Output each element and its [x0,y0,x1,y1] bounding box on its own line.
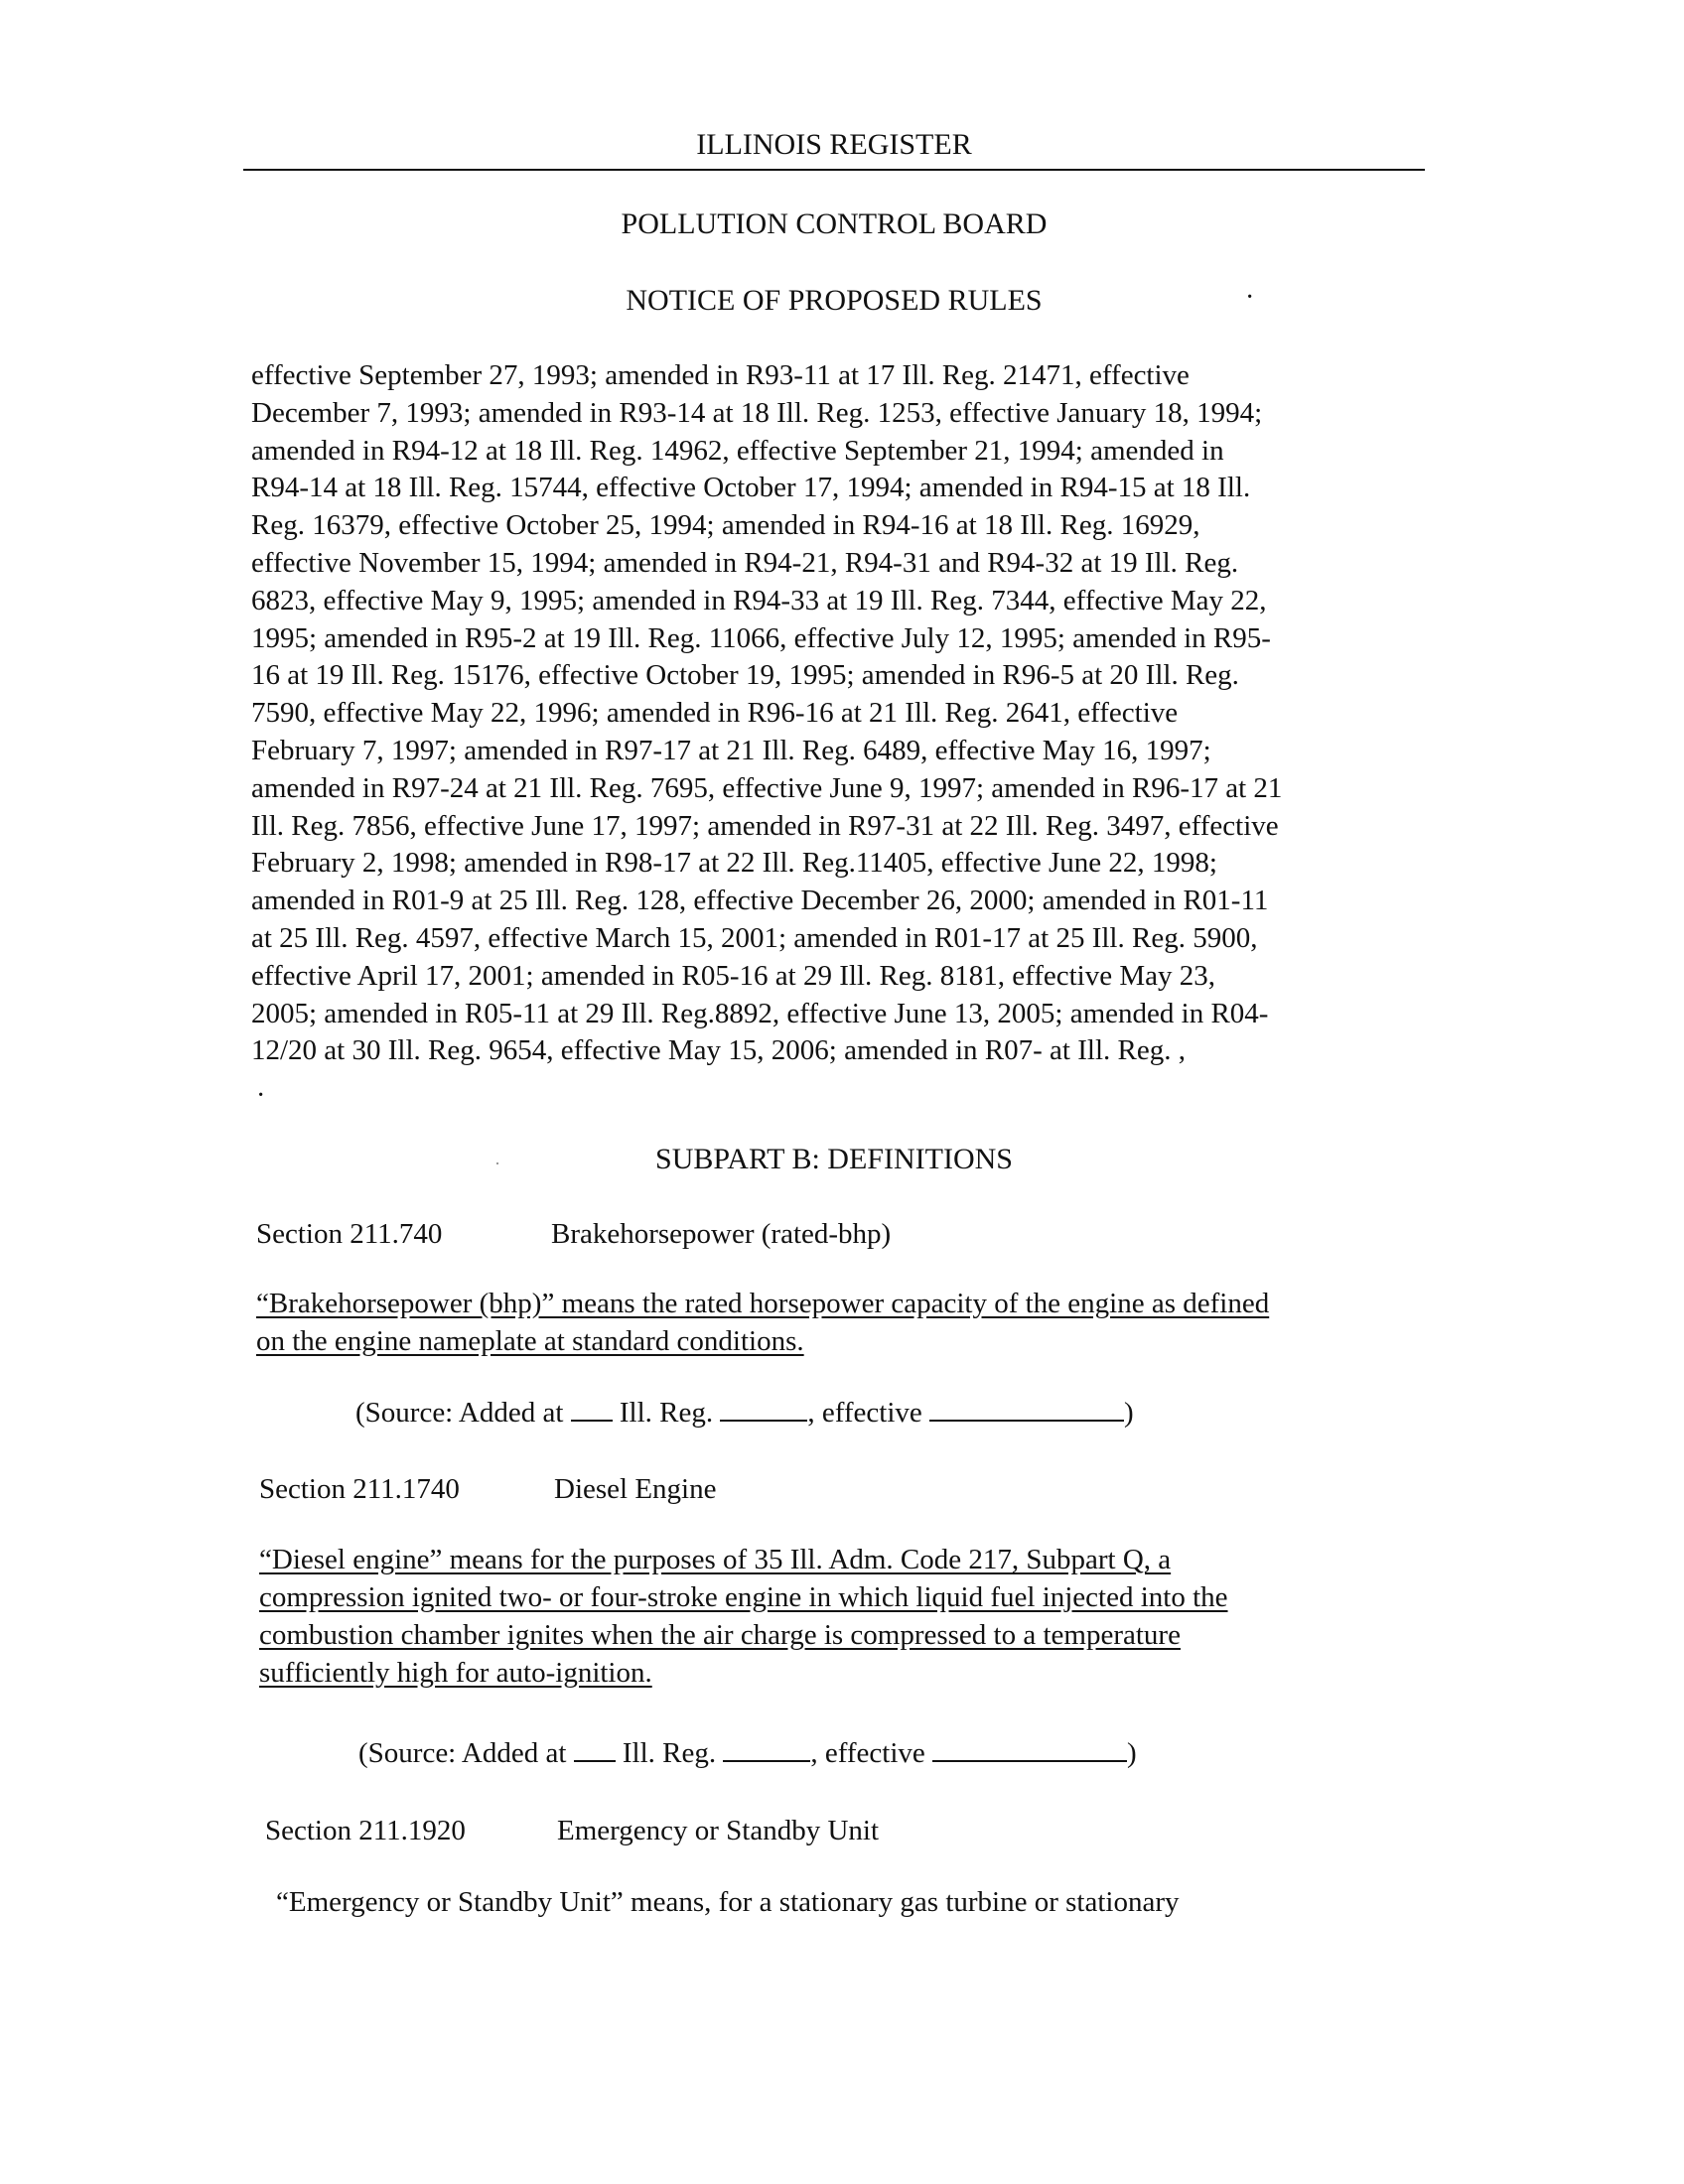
section-title: Brakehorsepower (rated-bhp) [551,1218,892,1250]
history-line: 16 at 19 Ill. Reg. 15176, effective October 19, 1995; amended in R96-5 at 20 Ill. Reg. [251,659,1239,692]
source-effective: , effective [807,1397,922,1429]
definition-diesel-engine [259,1541,1228,1692]
definition-emergency-standby-unit [276,1883,1179,1921]
history-line: February 7, 1997; amended in R97-17 at 21 Ill. Reg. 6489, effective May 16, 1997; [251,734,1211,766]
definition-brakehorsepower [256,1285,1269,1360]
blank-date [932,1736,1127,1762]
history-line: December 7, 1993; amended in R93-14 at 18 Ill. Reg. 1253, effective January 18, 1994; [251,396,1263,429]
history-line: Reg. 16379, effective October 25, 1994; amended in R94-16 at 18 Ill. Reg. 16929, [251,509,1200,542]
section-heading-211-1920 [265,1813,879,1848]
history-line: effective September 27, 1993; amended in R93-11 at 17 Ill. Reg. 21471, effective [251,359,1190,391]
notice-heading: NOTICE OF PROPOSED RULES [626,284,1043,317]
definition-line: combustion chamber ignites when the air charge is compressed to a temperature [259,1619,1181,1651]
source-prefix: (Source: Added at [355,1397,564,1429]
history-line: Ill. Reg. 7856, effective June 17, 1997; amended in R97-31 at 22 Ill. Reg. 3497, effective [251,809,1279,842]
definition-line: on the engine nameplate at standard conditions. [256,1325,804,1357]
history-line: 7590, effective May 22, 1996; amended in R96-16 at 21 Ill. Reg. 2641, effective [251,697,1179,730]
source-close: ) [1127,1737,1137,1769]
section-number: Section 211.740 [256,1218,443,1250]
section-heading-211-740 [256,1216,891,1252]
history-line: at 25 Ill. Reg. 4597, effective March 15, 2001; amended in R01-17 at 25 Ill. Reg. 5900, [251,921,1258,954]
history-line: 2005; amended in R05-11 at 29 Ill. Reg.8892, effective June 13, 2005; amended in R04- [251,997,1269,1029]
history-line: R94-14 at 18 Ill. Reg. 15744, effective October 17, 1994; amended in R94-15 at 18 Ill. [251,472,1251,504]
definition-line: “Brakehorsepower (bhp)” means the rated horsepower capacity of the engine as defined [256,1288,1270,1319]
source-ill-reg: Ill. Reg. [619,1397,714,1429]
definition-line: sufficiently high for auto-ignition. [259,1657,652,1689]
history-line: amended in R94-12 at 18 Ill. Reg. 14962, effective September 21, 1994; amended in [251,434,1224,467]
blank-date [929,1396,1124,1422]
blank-page [723,1736,810,1762]
stray-mark: · [256,1080,266,1111]
history-line: amended in R01-9 at 25 Ill. Reg. 128, effective December 26, 2000; amended in R01-11 [251,885,1269,917]
section-number: Section 211.1740 [259,1473,460,1505]
history-line: February 2, 1998; amended in R98-17 at 22 Ill. Reg.11405, effective June 22, 1998; [251,847,1217,880]
source-note [355,1395,1134,1431]
source-close: ) [1124,1397,1134,1429]
stray-mark: · [1245,282,1255,313]
blank-page [720,1396,807,1422]
subpart-heading: SUBPART B: DEFINITIONS [655,1143,1013,1175]
source-effective: , effective [810,1737,925,1769]
definition-line: “Emergency or Standby Unit” means, for a stationary gas turbine or stationary [276,1886,1180,1918]
stray-mark: · [494,1154,500,1173]
amendment-history [251,357,1423,1070]
history-line: 6823, effective May 9, 1995; amended in R94-33 at 19 Ill. Reg. 7344, effective May 22, [251,584,1267,616]
agency-heading: POLLUTION CONTROL BOARD [621,207,1048,240]
source-prefix: (Source: Added at [358,1737,567,1769]
blank-volume [571,1396,613,1422]
header-rule [243,169,1425,171]
history-line: 12/20 at 30 Ill. Reg. 9654, effective May 15, 2006; amended in R07- at Ill. Reg. , [251,1034,1186,1067]
register-title: ILLINOIS REGISTER [696,128,972,161]
history-line: effective April 17, 2001; amended in R05-16 at 29 Ill. Reg. 8181, effective May 23, [251,959,1216,992]
section-title: Emergency or Standby Unit [557,1815,880,1846]
section-heading-211-1740 [259,1471,716,1507]
source-note [358,1735,1137,1771]
history-line: effective November 15, 1994; amended in R94-21, R94-31 and R94-32 at 19 Ill. Reg. [251,546,1239,579]
history-line: 1995; amended in R95-2 at 19 Ill. Reg. 11066, effective July 12, 1995; amended in R95- [251,621,1271,654]
section-number: Section 211.1920 [265,1815,466,1846]
section-title: Diesel Engine [554,1473,717,1505]
source-ill-reg: Ill. Reg. [622,1737,717,1769]
blank-volume [574,1736,616,1762]
history-line: amended in R97-24 at 21 Ill. Reg. 7695, effective June 9, 1997; amended in R96-17 at 21 [251,771,1283,804]
definition-line: compression ignited two- or four-stroke engine in which liquid fuel injected into the [259,1581,1228,1613]
definition-line: “Diesel engine” means for the purposes of 35 Ill. Adm. Code 217, Subpart Q, a [259,1544,1172,1575]
